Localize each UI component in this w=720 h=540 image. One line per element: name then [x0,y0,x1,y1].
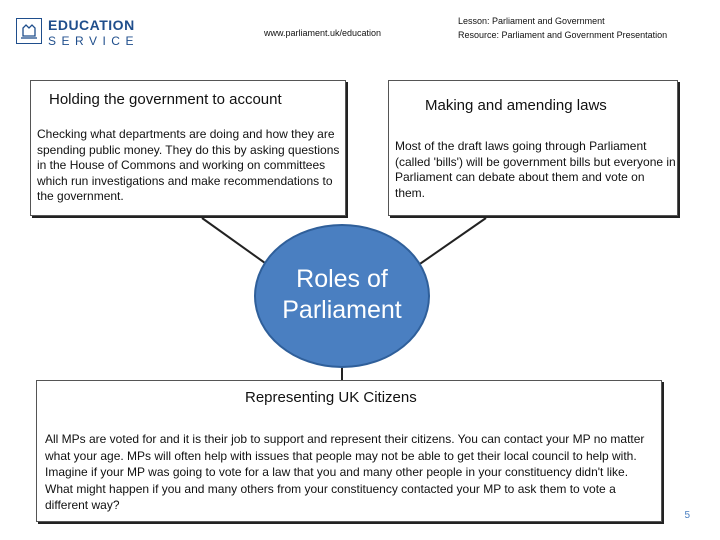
page-number: 5 [684,510,690,521]
node-description: All MPs are voted for and it is their job to support and represent their citizens. You can contact your MP no matter what your age. MPs will often help with issues that people may not be able to get their local council to help with. Imagine if your MP was going to vote for a law that you and many other people in your constituency didn't like. What might happen if you and many others from your constituency contacted your MP to ask them to vote a different way? [45,432,645,512]
central-node-line-1: Roles of [296,265,388,293]
resource-label: Resource: Parliament and Government Presentation [458,30,668,40]
node-title: Representing UK Citizens [245,389,417,406]
central-node-roles-of-parliament [254,224,430,368]
lesson-label: Lesson: Parliament and Government [458,16,605,26]
logo-text-education: EDUCATION [48,17,135,33]
node-title: Making and amending laws [425,97,607,114]
connector-left [202,218,272,268]
logo-text-service: SERVICE [48,34,139,48]
node-representing-uk-citizens [36,380,662,522]
connector-right [414,218,486,268]
node-description: Checking what departments are doing and how they are spending public money. They do this by asking questions in the House of Commons and working on committees which run investigations and make recommendations to the government. [37,127,340,203]
node-title: Holding the government to account [49,91,282,108]
node-description: Most of the draft laws going through Parliament (called 'bills') will be government bills but everyone in Parliament can debate about them and vote on them. [395,139,676,200]
node-making-amending-laws [388,80,678,216]
central-node-line-2: Parliament [282,296,402,324]
central-node-label [256,264,428,326]
node-hold-government-to-account [30,80,346,216]
site-url: www.parliament.uk/education [264,28,382,38]
